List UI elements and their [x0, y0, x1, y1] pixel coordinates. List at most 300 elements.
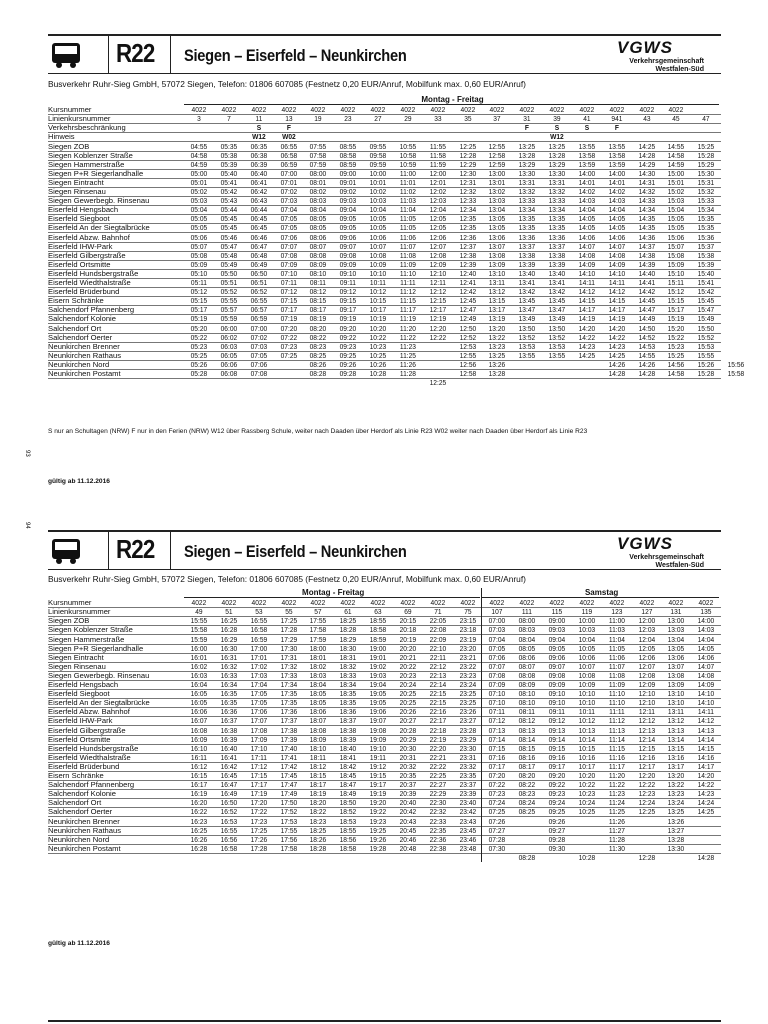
row-label: Eiserfeld IHW-Park: [48, 241, 113, 251]
time-cell: 23:18: [459, 625, 476, 635]
time-cell: 11:16: [608, 752, 625, 762]
time-cell: 20:27: [399, 716, 417, 726]
time-cell: 15:25: [667, 350, 685, 360]
time-cell: 14:12: [608, 287, 625, 297]
time-cell: 10:09: [369, 259, 387, 269]
time-cell: 18:05: [309, 698, 327, 708]
time-cell: 14:37: [638, 241, 655, 251]
time-cell: 18:36: [339, 707, 357, 717]
time-cell: 4022: [370, 105, 386, 115]
row-label: Siegen P+R Siegerlandhalle: [48, 643, 144, 653]
valid-from: gültig ab 11.12.2016: [48, 940, 110, 947]
time-cell: 14:35: [638, 223, 655, 233]
time-cell: 20:32: [399, 761, 417, 771]
time-cell: 23:43: [459, 816, 476, 826]
time-cell: 13:45: [548, 296, 566, 306]
row-label: Eisern Schränke: [48, 771, 104, 780]
time-cell: 4022: [340, 105, 356, 115]
time-cell: 09:14: [548, 734, 566, 744]
time-cell: 4022: [400, 598, 416, 608]
time-cell: 14:20: [697, 771, 715, 780]
time-cell: 41: [583, 114, 591, 124]
time-cell: 09:05: [339, 214, 357, 224]
row-label: Salchendorf Kolonie: [48, 789, 116, 799]
time-cell: 16:45: [220, 771, 238, 780]
time-cell: 4022: [340, 598, 356, 608]
time-cell: 18:53: [339, 816, 357, 826]
time-cell: 12:12: [638, 716, 655, 726]
time-cell: 18:17: [309, 780, 327, 790]
time-cell: 13:49: [518, 314, 536, 324]
time-cell: 61: [344, 607, 352, 617]
time-cell: 05:03: [190, 196, 208, 206]
time-cell: 4022: [489, 598, 505, 608]
time-cell: 07:23: [280, 341, 297, 351]
time-cell: 09:26: [548, 816, 566, 826]
time-cell: 05:42: [220, 187, 238, 196]
time-cell: 09:19: [339, 314, 357, 324]
time-cell: 07:24: [488, 798, 506, 808]
time-cell: 09:11: [548, 707, 565, 717]
time-cell: 17:55: [309, 616, 327, 626]
time-cell: 4022: [251, 105, 266, 115]
time-cell: 20:42: [399, 807, 417, 817]
time-cell: 10:10: [578, 689, 596, 699]
header-divider: [108, 531, 109, 569]
time-cell: 14:15: [578, 296, 596, 306]
time-cell: 22:30: [429, 798, 446, 808]
time-cell: 11:09: [608, 680, 625, 689]
time-cell: 07:01: [280, 177, 297, 187]
time-cell: 18:00: [309, 643, 327, 653]
time-cell: 18:38: [339, 725, 357, 735]
time-cell: 20:25: [399, 689, 417, 699]
time-cell: 08:19: [309, 314, 327, 324]
time-cell: 119: [581, 607, 593, 617]
extra-row: [48, 378, 721, 387]
time-cell: 16:28: [220, 625, 238, 635]
time-cell: 14:10: [697, 689, 715, 699]
row-label: Kursnummer: [48, 105, 92, 115]
time-cell: 16:50: [220, 798, 238, 808]
time-cell: 18:08: [309, 725, 327, 735]
row-label: Salchendorf Ort: [48, 798, 102, 808]
time-cell: 18:55: [369, 616, 387, 626]
time-cell: 16:07: [190, 716, 208, 726]
time-cell: 22:32: [429, 807, 446, 817]
time-cell: 20:30: [399, 743, 417, 753]
time-cell: 18:20: [309, 798, 327, 808]
time-cell: 04:59: [190, 159, 208, 169]
time-cell: 14:20: [578, 323, 596, 333]
time-cell: 22:21: [429, 752, 446, 762]
time-cell: 11:23: [399, 341, 416, 351]
time-cell: 12:25: [429, 378, 446, 388]
time-cell: 07:05: [280, 223, 297, 233]
time-cell: 09:00: [548, 616, 566, 626]
time-cell: 08:17: [309, 305, 327, 315]
time-cell: 17:03: [250, 670, 267, 680]
time-cell: 13:52: [518, 332, 536, 342]
time-cell: 14:06: [608, 232, 625, 242]
time-cell: 13:30: [548, 168, 566, 178]
time-cell: 12:08: [429, 250, 446, 260]
time-cell: 37: [493, 114, 501, 124]
time-cell: 10:15: [578, 743, 596, 753]
time-cell: 07:06: [250, 359, 267, 369]
time-cell: 12:31: [459, 177, 476, 187]
time-cell: 49: [195, 607, 203, 617]
time-cell: 09:04: [548, 634, 566, 644]
time-cell: 19:10: [369, 743, 387, 753]
time-cell: 08:23: [309, 341, 327, 351]
bus-icon: [50, 40, 82, 70]
time-cell: 14:04: [608, 205, 625, 215]
row-label: Salchendorf Pfannenberg: [48, 305, 135, 315]
row-label: Siegen Rinsenau: [48, 661, 106, 671]
time-cell: 14:06: [697, 652, 715, 662]
time-cell: 22:20: [429, 743, 446, 753]
time-cell: 12:28: [638, 852, 655, 862]
time-cell: 16:11: [190, 752, 207, 762]
time-cell: 15:36: [697, 232, 715, 242]
time-cell: 18:29: [339, 634, 357, 644]
time-cell: 17:37: [280, 716, 297, 726]
time-cell: 07:04: [280, 205, 297, 215]
time-cell: 16:00: [190, 643, 208, 653]
time-cell: 18:05: [309, 689, 327, 699]
time-cell: 09:10: [548, 698, 566, 708]
time-cell: 12:25: [459, 141, 476, 151]
time-cell: 15:42: [697, 287, 715, 297]
time-cell: 08:09: [309, 259, 327, 269]
time-cell: 11:00: [399, 168, 416, 178]
row-label: Eisern Schränke: [48, 296, 104, 306]
time-cell: 20:37: [399, 780, 417, 790]
time-cell: 22:11: [429, 652, 446, 662]
time-cell: 18:11: [310, 752, 327, 762]
time-cell: 23:19: [459, 634, 476, 644]
row-label: Linienkursnummer: [48, 114, 111, 124]
time-cell: 23:26: [459, 707, 476, 717]
time-cell: 20:35: [399, 771, 417, 780]
brand-subtitle: Verkehrsgemeinschaft Westfalen-Süd: [629, 554, 704, 569]
row-label: Neunkirchen Rathaus: [48, 350, 122, 360]
time-cell: 22:29: [429, 789, 446, 799]
row-label: Neunkirchen Nord: [48, 834, 110, 844]
time-cell: 15:35: [697, 214, 715, 224]
time-cell: 19:04: [369, 680, 387, 689]
time-cell: 19:08: [369, 725, 387, 735]
time-cell: 17:12: [250, 761, 267, 771]
time-cell: 23:25: [459, 689, 476, 699]
time-cell: 23:48: [459, 843, 476, 853]
time-cell: 18:23: [309, 816, 327, 826]
time-cell: 12:47: [459, 305, 476, 315]
time-cell: 13:55: [608, 141, 625, 151]
row-label: Verkehrsbeschränkung: [48, 123, 126, 133]
time-cell: 14:19: [578, 314, 596, 324]
time-cell: 13:42: [548, 287, 566, 297]
time-cell: 13:30: [518, 168, 536, 178]
time-cell: 14:25: [578, 350, 596, 360]
time-cell: 13:12: [488, 287, 506, 297]
time-cell: 13:04: [488, 205, 506, 215]
time-cell: 05:05: [190, 223, 208, 233]
time-cell: 19:12: [369, 761, 387, 771]
time-cell: 08:23: [518, 789, 536, 799]
time-cell: 13:34: [548, 205, 566, 215]
time-cell: 11:06: [399, 232, 416, 242]
time-cell: 14:32: [638, 187, 655, 196]
time-cell: 19:22: [369, 807, 387, 817]
time-cell: 17:52: [280, 807, 297, 817]
time-cell: 14:41: [638, 278, 655, 287]
time-cell: 16:53: [220, 816, 238, 826]
time-cell: 69: [404, 607, 412, 617]
time-cell: 12:29: [459, 159, 476, 169]
time-cell: 06:39: [250, 159, 267, 169]
time-cell: 14:00: [578, 168, 596, 178]
time-cell: 31: [523, 114, 531, 124]
time-cell: 12:05: [638, 643, 655, 653]
time-cell: 19:03: [369, 670, 387, 680]
row-label: Salchendorf Oerter: [48, 332, 113, 342]
time-cell: 23:22: [459, 661, 476, 671]
time-cell: 17:33: [280, 670, 297, 680]
time-cell: 4022: [191, 598, 207, 608]
time-cell: 13:17: [667, 761, 685, 771]
time-cell: 09:10: [339, 268, 357, 278]
time-cell: 17:00: [250, 643, 267, 653]
time-cell: 05:43: [220, 196, 238, 206]
time-cell: 13:15: [667, 743, 685, 753]
row-label: Eiserfeld Siegboot: [48, 689, 110, 699]
time-cell: 17:19: [250, 789, 267, 799]
time-cell: 17:40: [280, 743, 297, 753]
time-cell: 12:04: [429, 205, 446, 215]
time-cell: 08:55: [339, 141, 357, 151]
time-cell: 13:10: [667, 698, 685, 708]
time-cell: 09:00: [339, 168, 357, 178]
time-cell: 09:25: [339, 350, 357, 360]
time-cell: 13:10: [667, 689, 685, 699]
time-cell: 14:17: [697, 761, 715, 771]
time-cell: F: [286, 123, 291, 133]
time-cell: 09:15: [339, 296, 357, 306]
time-cell: 20:43: [399, 816, 417, 826]
time-cell: 06:59: [280, 159, 297, 169]
time-cell: 11:01: [399, 177, 416, 187]
time-cell: 14:53: [638, 341, 655, 351]
time-cell: 12:11: [638, 707, 655, 717]
time-cell: 09:10: [548, 689, 566, 699]
time-cell: 07:25: [280, 350, 297, 360]
time-cell: 04:58: [190, 150, 208, 160]
time-cell: 12:06: [429, 232, 446, 242]
time-cell: 16:06: [190, 707, 208, 717]
time-cell: 09:08: [548, 670, 566, 680]
time-cell: 4022: [221, 598, 237, 608]
time-cell: 19:25: [369, 825, 387, 835]
time-cell: 06:51: [250, 278, 267, 287]
time-cell: 17:17: [250, 780, 267, 790]
time-cell: 09:05: [548, 643, 566, 653]
time-cell: 14:04: [697, 634, 715, 644]
time-cell: 11:12: [399, 287, 416, 297]
time-cell: 18:28: [339, 625, 357, 635]
time-cell: 07:10: [488, 689, 506, 699]
time-cell: 08:08: [518, 670, 536, 680]
time-cell: 08:11: [310, 278, 327, 287]
time-cell: 15:08: [667, 250, 685, 260]
time-cell: 4022: [430, 105, 445, 115]
time-cell: 06:05: [220, 350, 238, 360]
time-cell: 13:11: [489, 278, 506, 287]
time-cell: 20:39: [399, 789, 417, 799]
time-cell: 07:55: [309, 141, 327, 151]
time-cell: 23:45: [459, 825, 476, 835]
time-cell: 14:09: [697, 680, 715, 689]
time-cell: 11:07: [608, 661, 625, 671]
time-cell: 11:00: [608, 616, 625, 626]
time-cell: 13: [284, 114, 293, 124]
time-cell: 13:01: [488, 177, 506, 187]
group-header: [48, 588, 721, 597]
time-cell: 19:06: [369, 707, 387, 717]
time-cell: 13:08: [667, 670, 685, 680]
time-cell: 09:58: [369, 150, 387, 160]
time-cell: 08:15: [309, 296, 327, 306]
time-cell: 16:01: [190, 652, 208, 662]
time-cell: 17:58: [280, 843, 297, 853]
row-label: Neunkirchen Brenner: [48, 341, 120, 351]
time-cell: 13:19: [488, 314, 506, 324]
time-cell: 18:26: [309, 834, 327, 844]
time-cell: 05:40: [220, 168, 238, 178]
time-cell: 11:03: [399, 196, 416, 206]
time-cell: 13:34: [518, 205, 536, 215]
time-cell: 13:07: [667, 661, 685, 671]
row-label: Siegen Gewerbegb. Rinsenau: [48, 670, 150, 680]
time-cell: 18:28: [309, 843, 327, 853]
row-label: Siegen Koblenzer Straße: [48, 150, 133, 160]
time-cell: 09:23: [548, 789, 566, 799]
time-cell: 05:02: [190, 187, 208, 196]
time-cell: 107: [491, 607, 503, 617]
time-cell: 14:24: [697, 798, 715, 808]
time-cell: 23:28: [459, 725, 476, 735]
time-cell: 14:45: [638, 296, 655, 306]
time-cell: 07:16: [488, 752, 506, 762]
time-cell: 131: [670, 607, 682, 617]
time-cell: 05:00: [190, 168, 208, 178]
time-cell: 11:25: [399, 350, 416, 360]
time-cell: 08:59: [339, 159, 357, 169]
time-cell: 11:03: [608, 625, 625, 635]
row-label: Eiserfeld An der Siegtalbrücke: [48, 223, 150, 233]
time-cell: 17:26: [250, 834, 267, 844]
time-cell: 19:11: [369, 752, 386, 762]
time-cell: 14:07: [608, 241, 625, 251]
time-cell: 23:30: [459, 743, 476, 753]
time-cell: 09:30: [548, 843, 566, 853]
time-cell: 17:04: [250, 680, 267, 689]
time-cell: 07:06: [488, 652, 506, 662]
time-cell: 11:22: [399, 332, 416, 342]
time-cell: 05:17: [190, 305, 208, 315]
time-cell: 19:09: [369, 734, 387, 744]
time-cell: 13:42: [518, 287, 536, 297]
time-cell: 15:52: [697, 332, 715, 342]
time-cell: 14:01: [608, 177, 625, 187]
time-cell: 07:19: [280, 314, 297, 324]
time-cell: 05:49: [220, 259, 238, 269]
time-cell: 14:19: [608, 314, 625, 324]
time-cell: 05:39: [220, 159, 238, 169]
time-cell: 4022: [519, 105, 535, 115]
time-cell: 12:25: [638, 807, 655, 817]
time-cell: 14:31: [638, 177, 655, 187]
time-cell: 13:37: [548, 241, 566, 251]
time-cell: 13:38: [548, 250, 566, 260]
time-cell: 4022: [698, 598, 714, 608]
time-cell: 06:44: [250, 205, 267, 215]
time-cell: 09:22: [548, 780, 566, 790]
time-cell: 14:39: [638, 259, 655, 269]
time-cell: 10:05: [369, 214, 387, 224]
time-cell: 08:13: [518, 725, 536, 735]
time-cell: 23:39: [459, 789, 476, 799]
time-cell: 13:31: [548, 177, 566, 187]
time-cell: 47: [702, 114, 710, 124]
time-cell: 16:31: [220, 652, 238, 662]
time-cell: 4022: [668, 598, 684, 608]
time-cell: 17:15: [250, 771, 267, 780]
time-cell: 14:34: [638, 205, 655, 215]
time-cell: 12:28: [459, 150, 476, 160]
time-cell: 13:28: [518, 150, 536, 160]
time-cell: 10:11: [369, 278, 386, 287]
time-cell: 12:59: [488, 159, 506, 169]
time-cell: 17:30: [280, 643, 297, 653]
time-cell: 22:35: [429, 825, 446, 835]
time-cell: 08:11: [519, 707, 536, 717]
time-cell: 18:25: [339, 616, 357, 626]
time-cell: 12:09: [429, 259, 446, 269]
time-cell: 08:08: [309, 250, 327, 260]
time-cell: 20:31: [399, 752, 417, 762]
time-cell: 07:03: [280, 196, 297, 206]
time-cell: 07:05: [250, 350, 267, 360]
time-cell: 13:40: [548, 268, 566, 278]
time-cell: 14:11: [698, 707, 715, 717]
time-cell: 12:55: [488, 141, 506, 151]
row-label: Siegen Eintracht: [48, 177, 104, 187]
time-cell: 127: [640, 607, 652, 617]
time-cell: 15:53: [697, 341, 715, 351]
time-cell: 15:09: [667, 259, 685, 269]
time-cell: 10:04: [578, 634, 596, 644]
time-cell: 39: [553, 114, 561, 124]
time-cell: 10:58: [399, 150, 417, 160]
time-cell: 15:23: [667, 341, 685, 351]
time-cell: 12:11: [429, 278, 446, 287]
footnote: S nur an Schultagen (NRW) F nur in den Ferien (NRW) W12 über Rassberg Schule, weiter nach Daaden über Herdorf als Linie R23 W02 weiter nach Daaden über Herdorf als Linie R23: [48, 428, 588, 435]
row-label: Siegen ZOB: [48, 616, 90, 626]
time-cell: 13:03: [488, 196, 506, 206]
time-cell: 08:16: [518, 752, 536, 762]
